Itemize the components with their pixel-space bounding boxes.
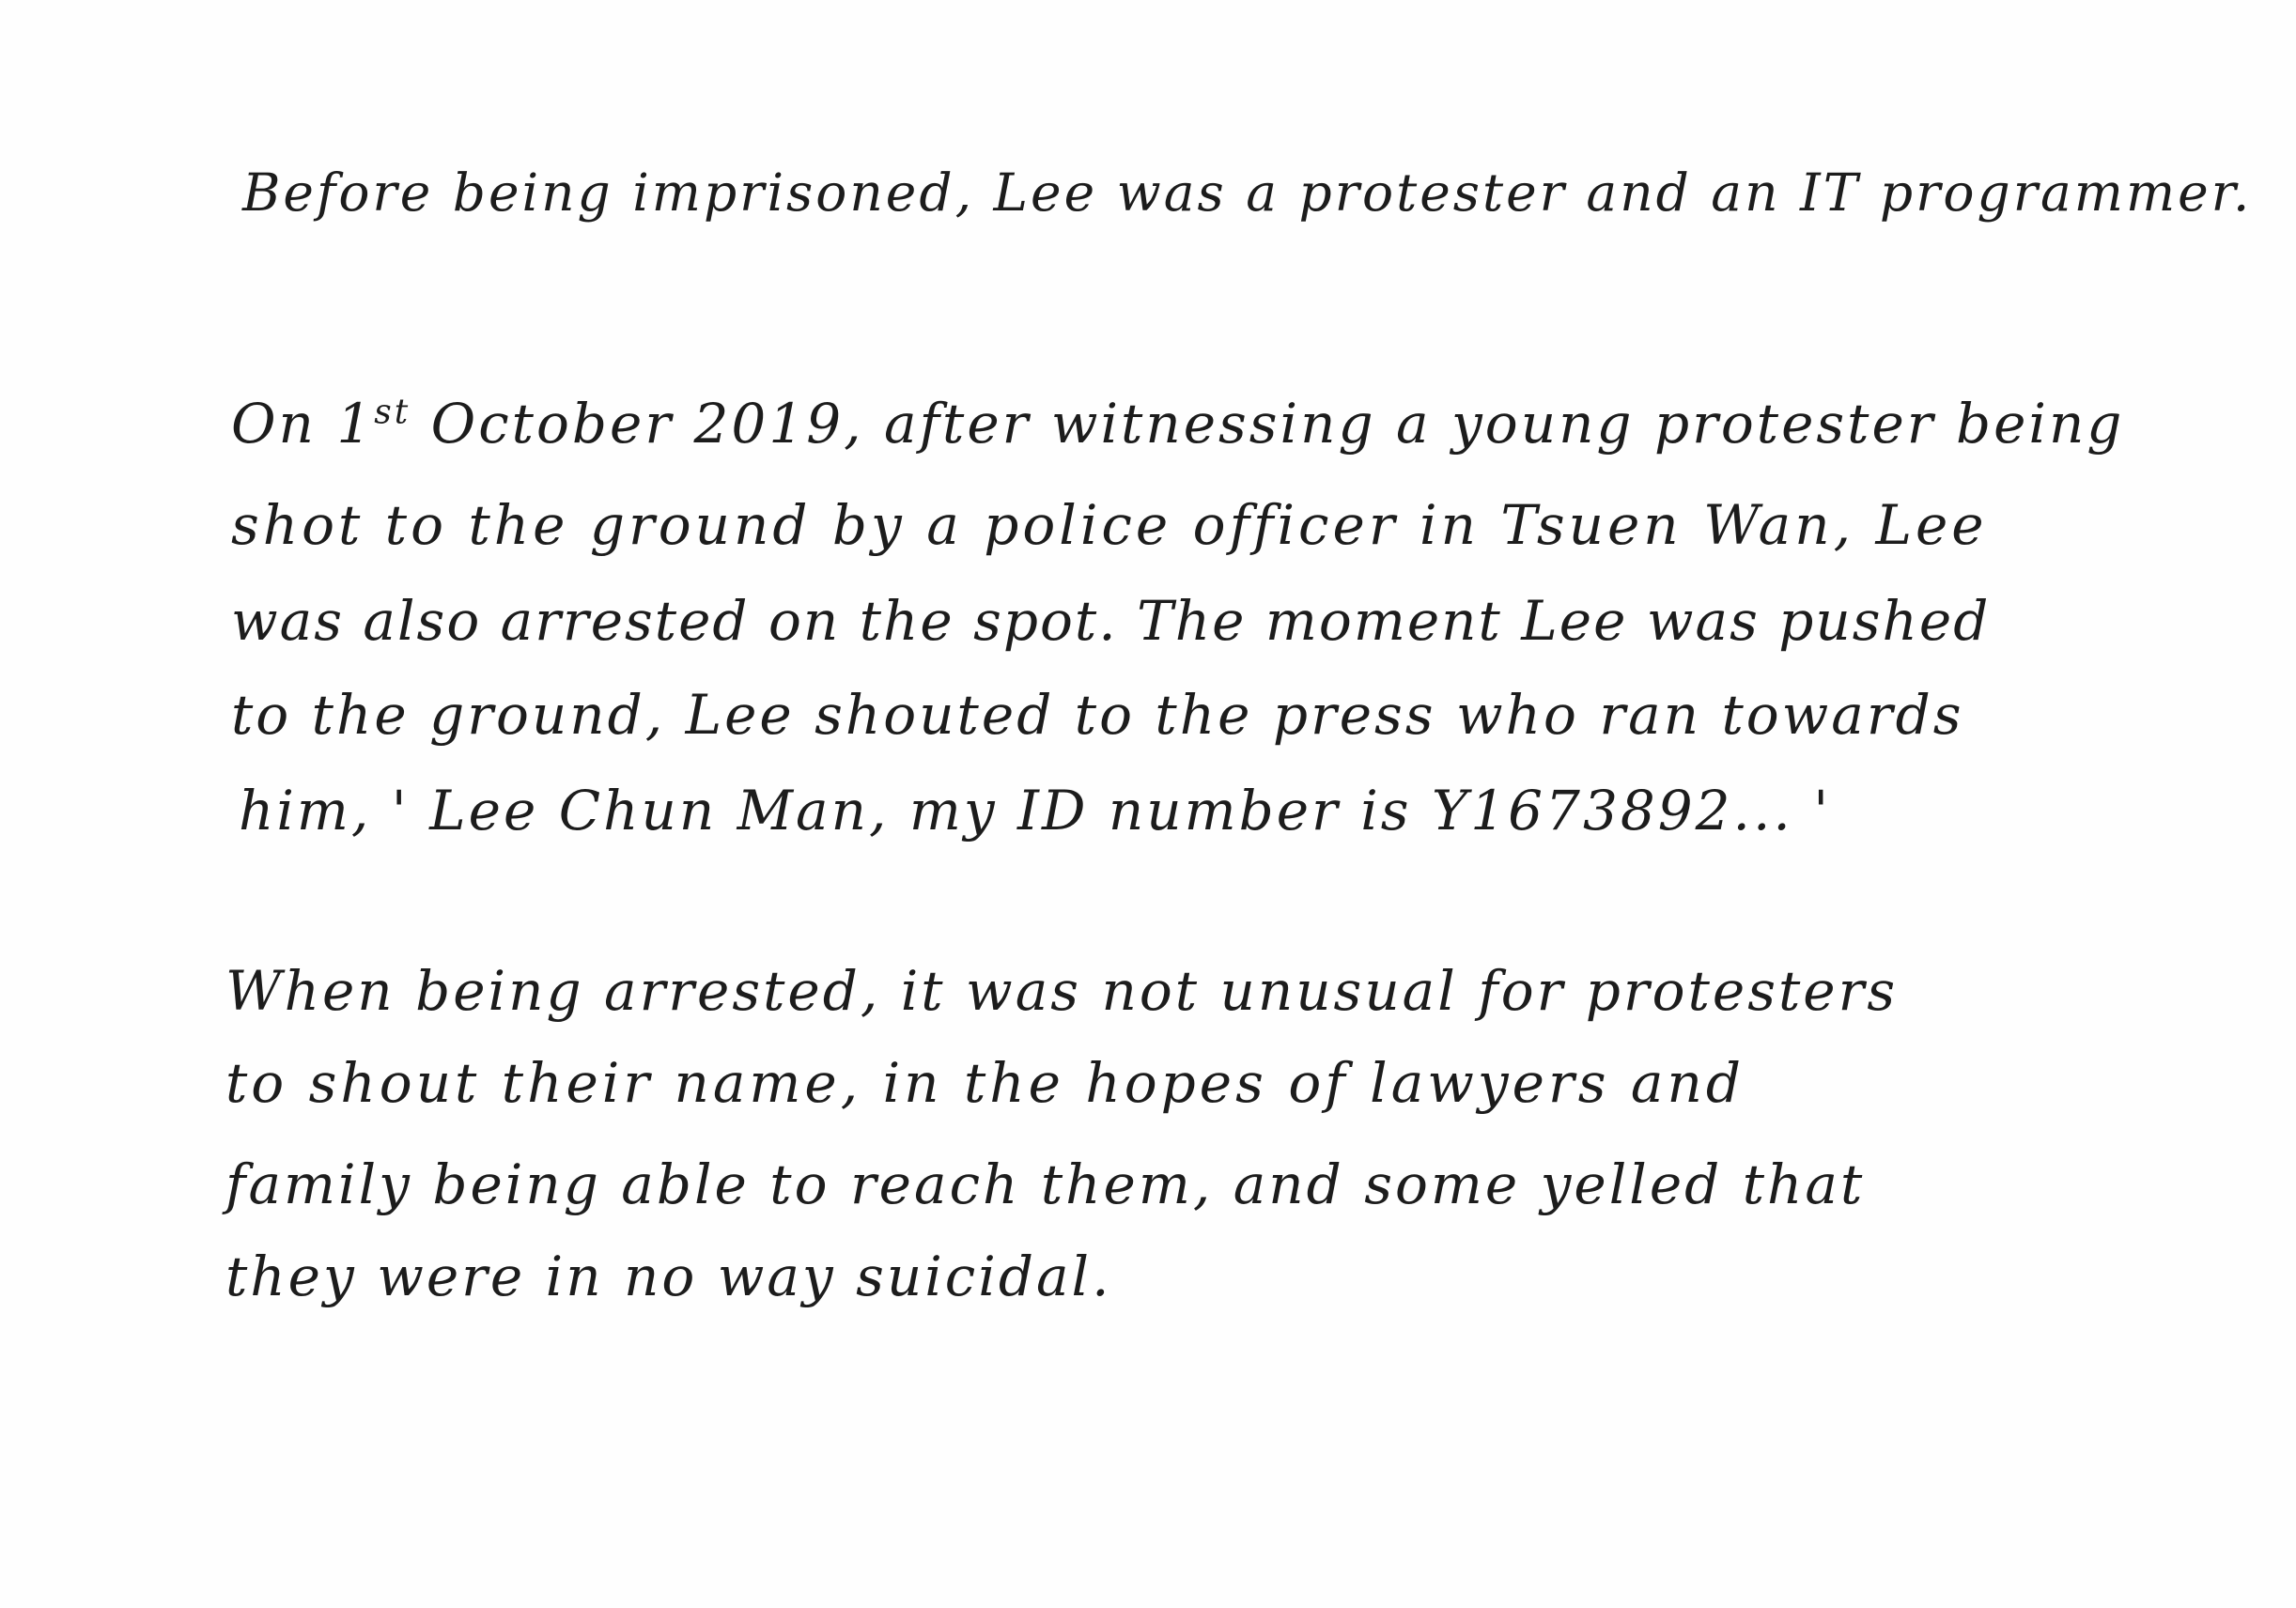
paragraph-2-line-5: him, ' Lee Chun Man, my ID number is Y1673892... ' xyxy=(239,779,1832,843)
paragraph-2-line-3: was also arrested on the spot. The moment Lee was pushed xyxy=(231,589,1991,653)
paragraph-3-line-4: they were in no way suicidal. xyxy=(225,1245,1112,1308)
paragraph-2-line-1 xyxy=(231,392,2125,456)
paragraph-2-line-1-post: October 2019, after witnessing a young protester being xyxy=(411,392,2125,456)
paragraph-3-line-2: to shout their name, in the hopes of lawyers and xyxy=(225,1051,1745,1115)
paragraph-3-line-3: family being able to reach them, and some yelled that xyxy=(225,1152,1866,1216)
paragraph-1-line-1: Before being imprisoned, Lee was a protester and an IT programmer. xyxy=(242,162,2253,223)
paragraph-3-line-1: When being arrested, it was not unusual for protesters xyxy=(225,959,1899,1023)
ordinal-suffix: st xyxy=(374,393,411,432)
paragraph-2-line-1-pre: On 1 xyxy=(231,392,375,456)
paragraph-2-line-4: to the ground, Lee shouted to the press who ran towards xyxy=(231,683,1964,747)
paragraph-2-line-2: shot to the ground by a police officer in Tsuen Wan, Lee xyxy=(231,493,1988,557)
